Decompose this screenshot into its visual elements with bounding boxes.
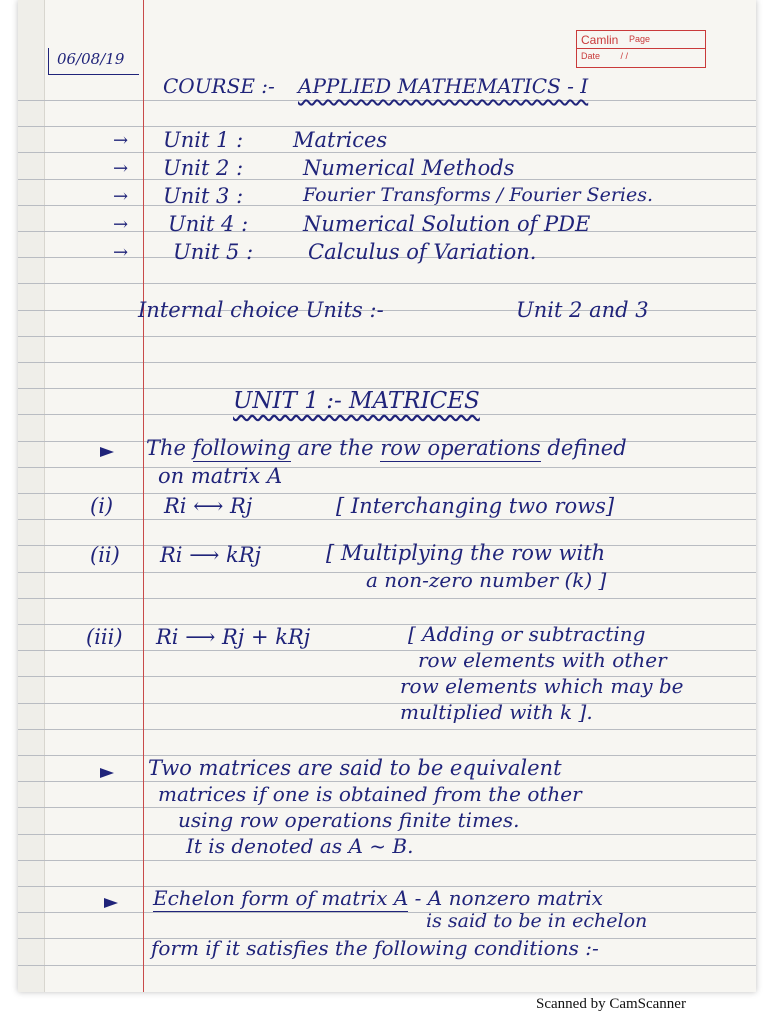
scanner-watermark: Scanned by CamScanner	[536, 996, 686, 1012]
notebook-page	[18, 0, 756, 992]
operation-description: [ Multiplying the row with	[326, 541, 606, 565]
ruled-line	[18, 126, 756, 127]
operation-description: [ Interchanging two rows]	[336, 494, 615, 518]
equivalent-line: matrices if one is obtained from the other	[158, 782, 582, 806]
equivalent-line: Two matrices are said to be equivalent	[148, 756, 562, 780]
arrow-icon: →	[113, 214, 129, 235]
operation-description: multiplied with k ].	[400, 700, 593, 724]
margin-line	[143, 0, 144, 992]
equivalent-line: using row operations finite times.	[178, 808, 520, 832]
ruled-line	[18, 598, 756, 599]
intro-text-d: row operations	[380, 436, 541, 460]
brand-logo-text: Camlin	[581, 33, 619, 47]
operation-expression: Ri ⟷ Rj	[164, 494, 253, 518]
unit-topic: Calculus of Variation.	[308, 240, 537, 264]
operation-number: (ii)	[90, 543, 120, 567]
arrow-icon: →	[113, 186, 129, 207]
section-title: UNIT 1 :- MATRICES	[233, 388, 480, 414]
date-slashes: / /	[620, 51, 629, 61]
bullet-icon	[100, 768, 114, 778]
course-label: COURSE :-	[163, 74, 275, 98]
intro-text-e: defined	[540, 436, 627, 460]
page-binding-edge	[18, 0, 45, 992]
echelon-line-1	[153, 886, 603, 910]
echelon-term: Echelon form of matrix A	[153, 886, 409, 910]
operation-description: row elements with other	[418, 648, 667, 672]
intro-line-2: on matrix A	[158, 464, 283, 488]
unit-topic: Numerical Methods	[303, 156, 515, 180]
ruled-line	[18, 729, 756, 730]
unit-label: Unit 5 :	[173, 240, 254, 264]
bullet-icon	[100, 447, 114, 457]
ruled-line	[18, 414, 756, 415]
unit-topic: Numerical Solution of PDE	[303, 212, 591, 236]
echelon-line-1-rest: - A nonzero matrix	[408, 886, 603, 910]
unit-label: Unit 3 :	[163, 184, 244, 208]
date-label	[581, 51, 628, 61]
equivalent-line: It is denoted as A ~ B.	[186, 834, 414, 858]
ruled-line	[18, 283, 756, 284]
intro-text-c: are the	[290, 436, 381, 460]
ruled-line	[18, 100, 756, 101]
arrow-icon: →	[113, 158, 129, 179]
operation-expression: Ri ⟶ kRj	[160, 543, 262, 567]
unit-label: Unit 4 :	[168, 212, 249, 236]
ruled-line	[18, 860, 756, 861]
ruled-line	[18, 703, 756, 704]
ruled-line	[18, 152, 756, 153]
date-label-text: Date	[581, 51, 601, 61]
bullet-icon	[104, 898, 118, 908]
ruled-line	[18, 965, 756, 966]
intro-text-b: following	[192, 436, 291, 460]
ruled-line	[18, 467, 756, 468]
internal-choice-label: Internal choice Units :-	[138, 298, 384, 322]
unit-label: Unit 2 :	[163, 156, 244, 180]
unit-topic: Fourier Transforms / Fourier Series.	[303, 184, 654, 206]
ruled-line	[18, 519, 756, 520]
ruled-line	[18, 362, 756, 363]
operation-description: a non-zero number (k) ]	[366, 568, 607, 592]
operation-description: row elements which may be	[400, 674, 684, 698]
course-title: APPLIED MATHEMATICS - I	[298, 74, 589, 98]
operation-number: (iii)	[86, 625, 123, 649]
echelon-line-2: is said to be in echelon	[426, 910, 648, 932]
camlin-header-box	[576, 30, 706, 68]
echelon-line-3: form if it satisfies the following conditions :-	[151, 936, 599, 960]
date-box	[48, 48, 139, 75]
arrow-icon: →	[113, 242, 129, 263]
operation-number: (i)	[90, 494, 114, 518]
intro-line-1	[146, 436, 627, 460]
page-label: Page	[629, 34, 651, 44]
internal-choice-value: Unit 2 and 3	[516, 298, 649, 322]
header-divider	[577, 48, 705, 49]
unit-label: Unit 1 :	[163, 128, 244, 152]
date-text: 06/08/19	[57, 50, 125, 68]
operation-expression: Ri ⟶ Rj + kRj	[156, 625, 311, 649]
operation-description: [ Adding or subtracting	[408, 622, 646, 646]
intro-text-a: The	[146, 436, 193, 460]
arrow-icon: →	[113, 130, 129, 151]
ruled-line	[18, 336, 756, 337]
unit-topic: Matrices	[293, 128, 388, 152]
